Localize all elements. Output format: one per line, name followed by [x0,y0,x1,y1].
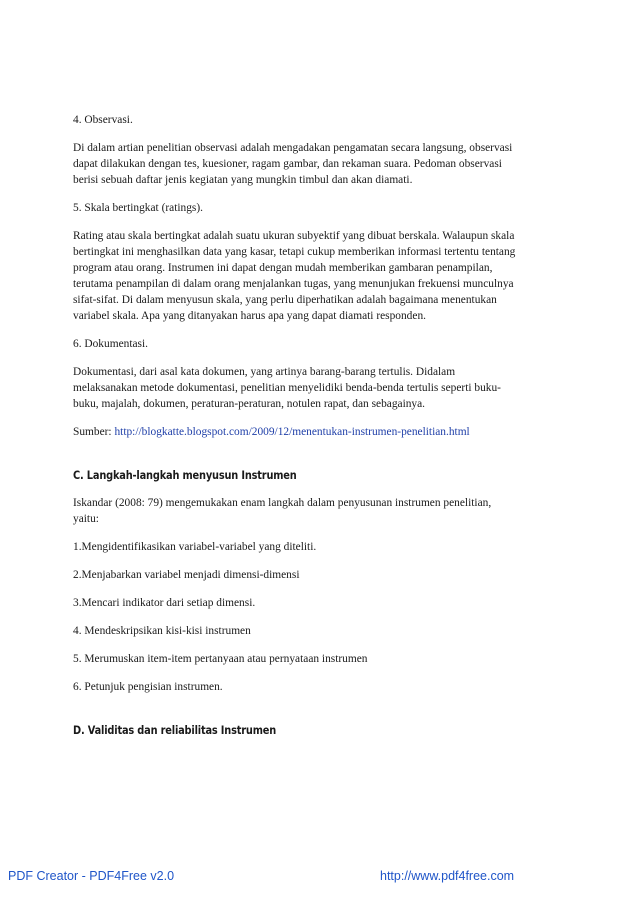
section-heading-dokumentasi: 6. Dokumentasi. [73,338,148,350]
list-item: 1.Mengidentifikasikan variabel-variabel yang diteliti. [73,541,317,553]
text-line: Iskandar (2008: 79) mengemukakan enam langkah dalam penyusunan instrumen penelitian, [73,497,492,509]
text-line: program atau orang. Instrumen ini dapat dengan mudah memberikan gambaran penampilan, [73,262,493,274]
text-line: berisi sebuah daftar jenis kegiatan yang mungkin timbul dan akan diamati. [73,174,413,186]
list-item: 3.Mencari indikator dari setiap dimensi. [73,597,256,609]
text-line: dapat dilakukan dengan tes, kuesioner, ragam gambar, dan rekaman suara. Pedoman observasi [73,158,502,170]
source-link[interactable]: http://blogkatte.blogspot.com/2009/12/menentukan-instrumen-penelitian.html [114,426,470,438]
section-heading-skala: 5. Skala bertingkat (ratings). [73,202,204,214]
list-item: 4. Mendeskripsikan kisi-kisi instrumen [73,625,251,637]
text-line: yaitu: [73,513,99,525]
section-heading-langkah: C. Langkah-langkah menyusun Instrumen [73,468,297,482]
source-label: Sumber: [73,426,115,438]
source-citation [73,424,553,440]
text-line: buku, majalah, dokumen, peraturan-peraturan, notulen rapat, dan sebagainya. [73,398,426,410]
pdf-creator-label: PDF Creator - PDF4Free v2.0 [8,869,175,883]
document-body [73,112,553,738]
pdf4free-link[interactable]: http://www.pdf4free.com [380,869,515,883]
text-line: variabel skala. Apa yang ditanyakan harus apa yang dapat diamati responden. [73,310,426,322]
section-heading-validitas: D. Validitas dan reliabilitas Instrumen [73,723,277,737]
paragraph-observasi [73,140,553,188]
paragraph-langkah-intro [73,495,553,527]
text-line: Rating atau skala bertingkat adalah suatu ukuran subyektif yang dibuat berskala. Walaupun skala [73,230,515,242]
text-line: bertingkat ini menghasilkan data yang kasar, tetapi cukup memberikan informasi tertentu tentang [73,246,516,258]
paragraph-dokumentasi [73,364,553,412]
list-item: 2.Menjabarkan variabel menjadi dimensi-dimensi [73,569,300,581]
list-item: 6. Petunjuk pengisian instrumen. [73,681,223,693]
text-line: Dokumentasi, dari asal kata dokumen, yang artinya barang-barang tertulis. Didalam [73,366,456,378]
list-item: 5. Merumuskan item-item pertanyaan atau pernyataan instrumen [73,653,368,665]
text-line: sifat-sifat. Di dalam menyusun skala, yang perlu diperhatikan adalah bagaimana menentukan [73,294,497,306]
text-line: terutama penampilan di dalam orang menjalankan tugas, yang menunjukan frekuensi munculnya [73,278,514,290]
text-line: Di dalam artian penelitian observasi adalah mengadakan pengamatan secara langsung, observasi [73,142,513,154]
paragraph-skala [73,228,553,324]
section-heading-observasi: 4. Observasi. [73,114,133,126]
text-line: melaksanakan metode dokumentasi, penelitian menyelidiki benda-benda tertulis seperti buku- [73,382,501,394]
